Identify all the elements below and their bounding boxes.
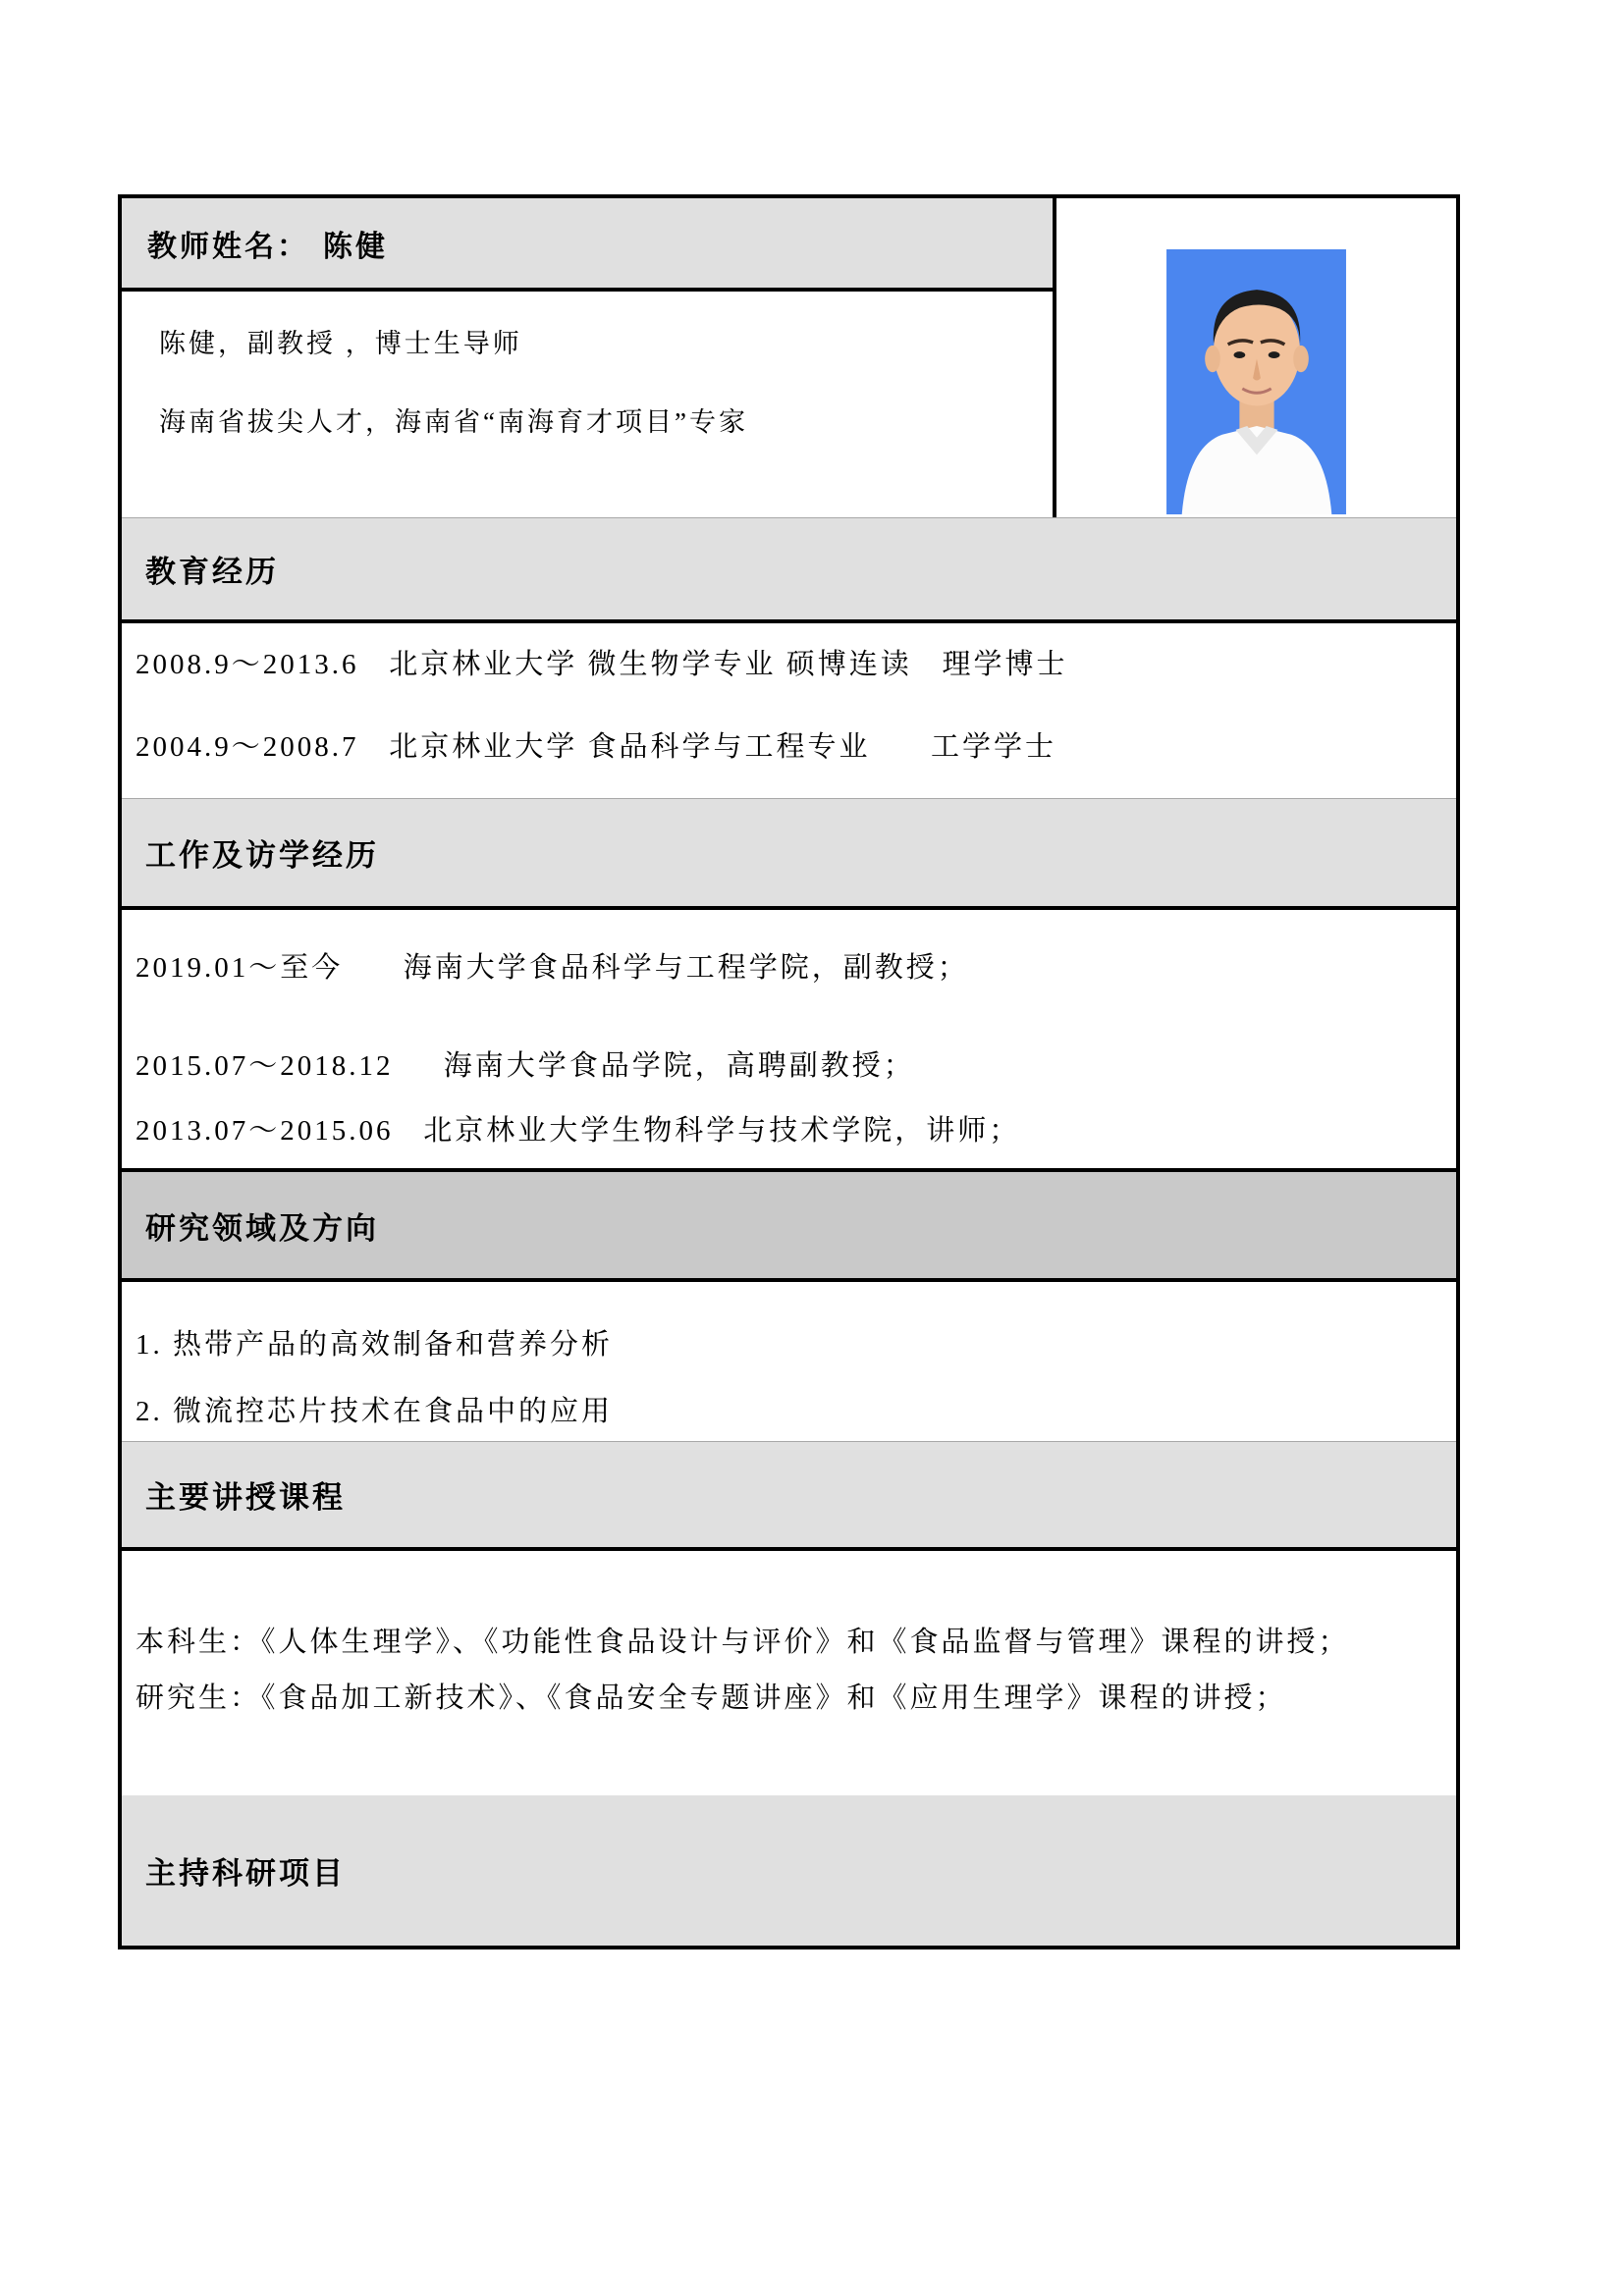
teacher-name-value: 陈健 — [323, 230, 388, 263]
intro-honor-line: 海南省拔尖人才，海南省“南海育才项目”专家 — [159, 407, 748, 437]
course-item: 研究生：《食品加工新技术》、《食品安全专题讲座》和《应用生理学》课程的讲授； — [135, 1682, 1287, 1714]
top-left-block — [122, 198, 1056, 517]
education-item: 2008.9～2013.6 北京林业大学 微生物学专业 硕博连读 理学博士 — [135, 649, 1068, 680]
section-title-research: 研究领域及方向 — [145, 1210, 379, 1246]
section-title-work: 工作及访学经历 — [145, 837, 379, 873]
section-header-work — [122, 798, 1456, 910]
education-item: 2004.9～2008.7 北京林业大学 食品科学与工程专业 工学学士 — [135, 731, 1057, 763]
portrait-photo — [1166, 249, 1346, 514]
course-item: 本科生：《人体生理学》、《功能性食品设计与评价》和《食品监督与管理》课程的讲授； — [135, 1627, 1350, 1658]
research-item: 1. 热带产品的高效制备和营养分析 — [135, 1329, 614, 1361]
section-title-education: 教育经历 — [145, 554, 279, 589]
section-header-courses — [122, 1441, 1456, 1551]
section-header-research — [122, 1168, 1456, 1282]
section-title-projects: 主持科研项目 — [145, 1856, 346, 1891]
work-item: 2019.01～至今 海南大学食品科学与工程学院，副教授； — [135, 952, 969, 984]
intro-title-line: 陈健，副教授 ，博士生导师 — [159, 329, 522, 358]
section-header-education — [122, 517, 1456, 623]
section-header-projects — [122, 1795, 1456, 1946]
work-item: 2013.07～2015.06 北京林业大学生物科学与技术学院，讲师； — [135, 1115, 1021, 1147]
work-item: 2015.07～2018.12 海南大学食品学院，高聘副教授； — [135, 1050, 915, 1082]
section-title-courses: 主要讲授课程 — [145, 1479, 346, 1515]
research-item: 2. 微流控芯片技术在食品中的应用 — [135, 1396, 614, 1427]
profile-table — [118, 194, 1460, 1949]
teacher-name-label: 教师姓名： — [147, 230, 309, 263]
photo-cell — [1056, 198, 1456, 517]
teacher-name-header — [122, 198, 1053, 292]
